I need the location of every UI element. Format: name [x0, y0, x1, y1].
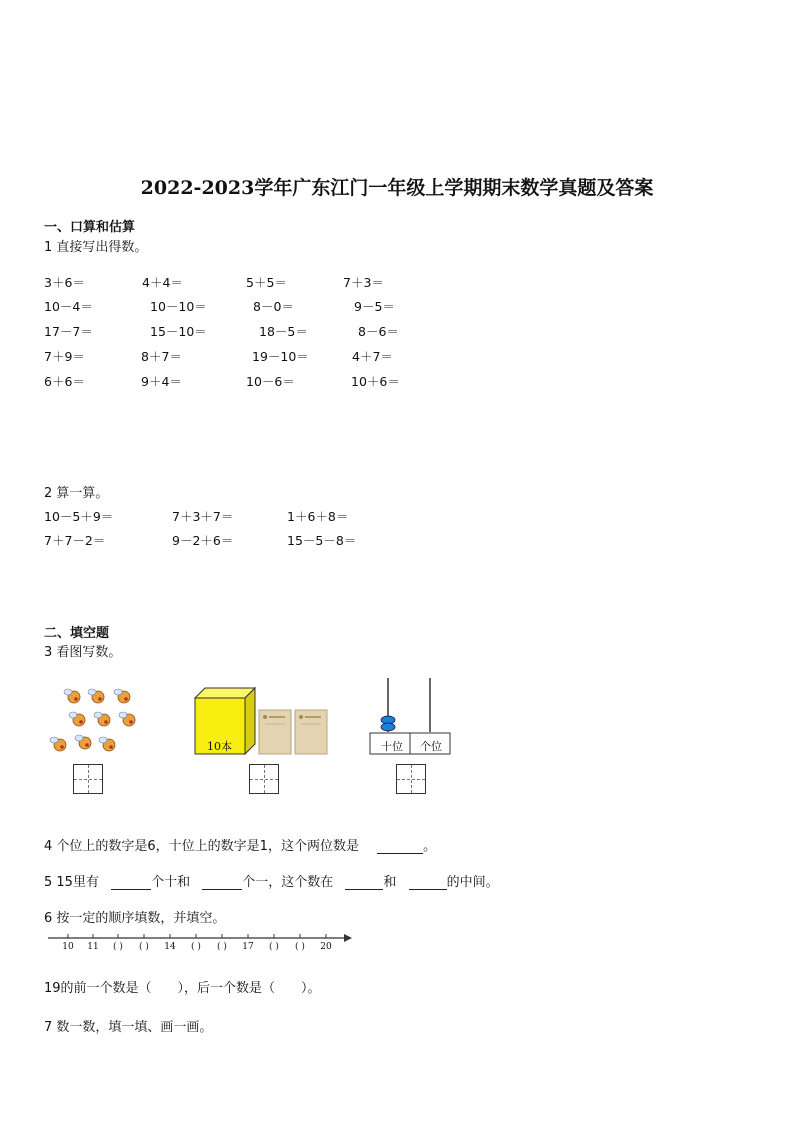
q1-expr: 8＋7＝ — [141, 349, 182, 364]
tens-place-label: 十位 — [381, 740, 403, 753]
number-line-label: 10 — [62, 942, 74, 952]
q1-expr: 7＋9＝ — [44, 349, 85, 364]
question-6-followup: 19的前一个数是（ ），后一个数是（ ）。 — [44, 981, 321, 996]
q1-expr: 5＋5＝ — [246, 275, 287, 290]
q1-expr: 4＋7＝ — [352, 349, 393, 364]
q1-expr: 10－4＝ — [44, 299, 93, 314]
q2-expr: 15－5－8＝ — [287, 533, 357, 548]
bee-icon — [54, 691, 135, 751]
question-4-end: 。 — [423, 839, 437, 854]
q1-expr: 4＋4＝ — [142, 275, 183, 290]
q1-expr: 8－0＝ — [253, 299, 294, 314]
q2-expr: 7＋7－2＝ — [44, 533, 106, 548]
number-line-blank[interactable]: ( ) — [269, 942, 279, 952]
question-3-label: 3 看图写数。 — [44, 645, 122, 660]
number-line-blank[interactable]: ( ) — [139, 942, 149, 952]
arrow-right-icon — [344, 934, 352, 942]
q1-expr: 9－5＝ — [354, 299, 395, 314]
question-5-text: 5 15里有 — [44, 875, 99, 890]
number-line-label: 17 — [242, 942, 254, 952]
answer-box-3[interactable] — [396, 764, 426, 794]
answer-box-1[interactable] — [73, 764, 103, 794]
ones-place-label: 个位 — [420, 740, 442, 753]
q1-expr: 10＋6＝ — [351, 374, 400, 389]
question-4-text: 4 个位上的数字是6，十位上的数字是1，这个两位数是 — [44, 839, 359, 854]
q2-expr: 1＋6＋8＝ — [287, 509, 349, 524]
answer-box-2[interactable] — [249, 764, 279, 794]
answer-blank[interactable] — [409, 875, 447, 890]
abacus-bead-icon — [381, 723, 395, 731]
q1-expr: 3＋6＝ — [44, 275, 85, 290]
page-title: 2022-2023学年广东江门一年级上学期期末数学真题及答案 — [140, 177, 654, 199]
number-line-label: 14 — [164, 942, 176, 952]
bee-group-picture — [46, 685, 146, 763]
q2-expr: 10－5＋9＝ — [44, 509, 114, 524]
question-4 — [44, 835, 436, 854]
number-line-blank[interactable]: ( ) — [113, 942, 123, 952]
answer-blank[interactable] — [345, 875, 383, 890]
number-line-blank[interactable]: ( ) — [295, 942, 305, 952]
q1-expr: 8－6＝ — [358, 324, 399, 339]
question-1-label: 1 直接写出得数。 — [44, 240, 148, 255]
question-5 — [44, 871, 499, 890]
q1-expr: 15－10＝ — [150, 324, 207, 339]
section-2-heading: 二、填空题 — [44, 626, 110, 641]
question-6-label: 6 按一定的顺序填数，并填空。 — [44, 911, 226, 926]
answer-blank[interactable] — [377, 839, 423, 854]
answer-blank[interactable] — [111, 875, 151, 890]
number-line-blank[interactable]: ( ) — [191, 942, 201, 952]
q1-expr: 17－7＝ — [44, 324, 93, 339]
bee-wings — [50, 689, 127, 743]
question-5-text: 的中间。 — [446, 875, 499, 890]
q2-expr: 7＋3＋7＝ — [172, 509, 234, 524]
q1-expr: 18－5＝ — [259, 324, 308, 339]
question-5-text: 个十和 — [151, 875, 191, 890]
number-line-label: 11 — [87, 942, 99, 952]
question-5-text: 个一，这个数在 — [242, 875, 334, 890]
q1-expr: 9＋4＝ — [141, 374, 182, 389]
number-line-label: 20 — [320, 942, 332, 952]
number-line-blank[interactable]: ( ) — [217, 942, 227, 952]
question-7-label: 7 数一数，填一填、画一画。 — [44, 1020, 213, 1035]
q1-expr: 10－10＝ — [150, 299, 207, 314]
answer-blank[interactable] — [202, 875, 242, 890]
cube-label: 10本 — [207, 740, 232, 753]
q1-expr: 7＋3＝ — [343, 275, 384, 290]
question-5-text: 和 — [383, 875, 397, 890]
q1-expr: 6＋6＝ — [44, 374, 85, 389]
section-1-heading: 一、口算和估算 — [44, 220, 136, 235]
q1-expr: 10－6＝ — [246, 374, 295, 389]
q2-expr: 9－2＋6＝ — [172, 533, 234, 548]
question-2-label: 2 算一算。 — [44, 486, 109, 501]
q1-expr: 19－10＝ — [252, 349, 309, 364]
